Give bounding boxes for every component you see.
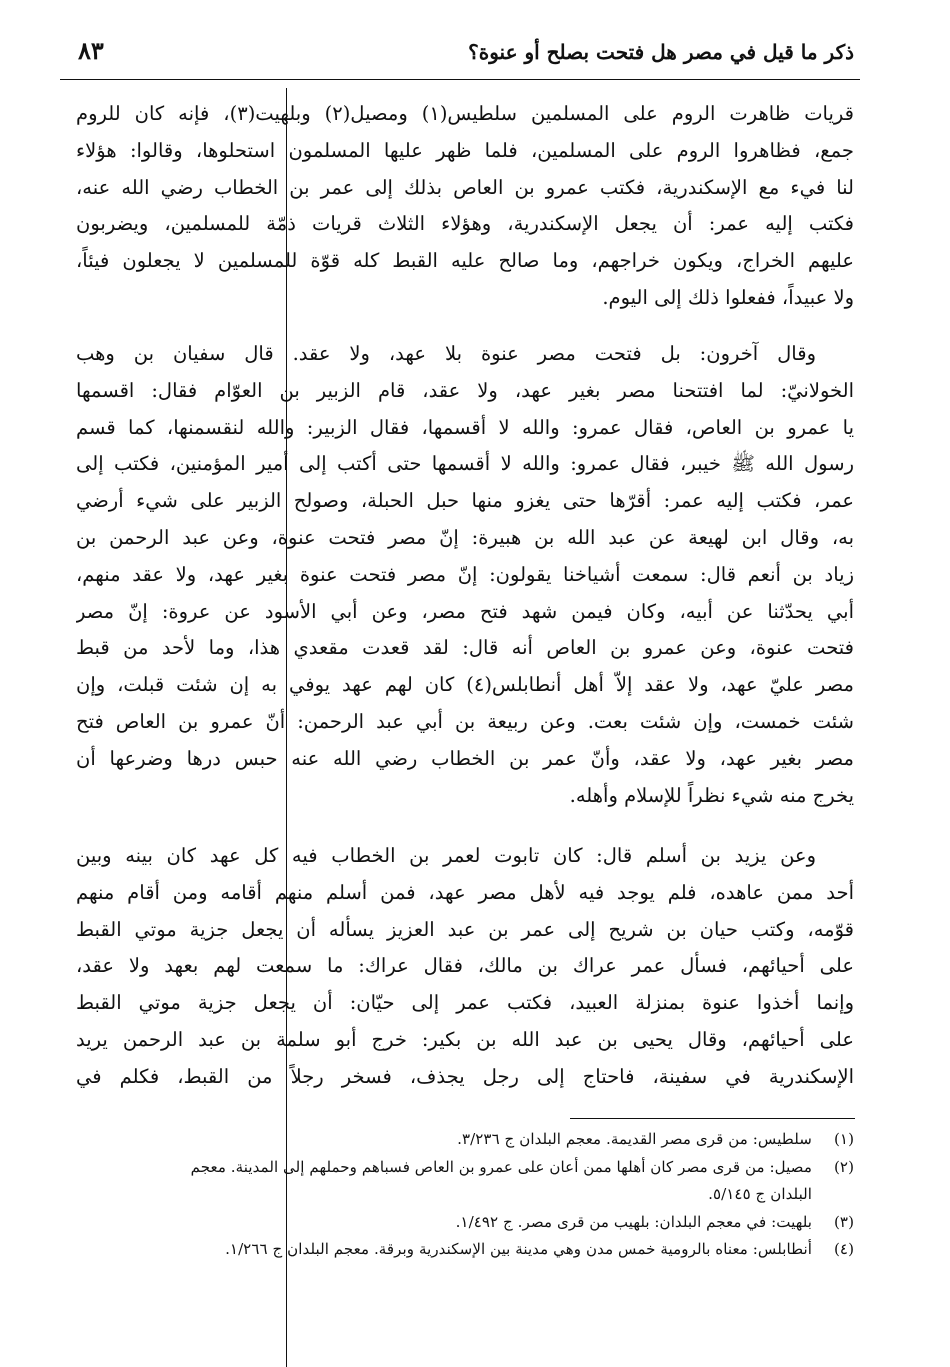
text-line: أحد ممن عاهده، فلم يوجد فيه لأهل مصر عهد، فمن أسلم منهم أقامه ومن أقام منهم	[76, 880, 854, 904]
footnote-3	[76, 1209, 854, 1237]
footnote-text: بلهيت: في معجم البلدان: بلهيب من قرى مصر. ج ١/٤٩٢.	[455, 1212, 812, 1231]
scan-vertical-line	[286, 88, 287, 1367]
text-line: الخولانيّ: لما افتتحنا مصر بغير عهد، ولا عقد، قام الزبير بن العوّام فقال: اقسمها	[76, 378, 854, 402]
text-line: قوّمه، وكتب حيان بن شريح إلى عمر بن عبد العزيز يسأله أن يجعل جزية موتي القبط	[76, 917, 854, 941]
text-line: لنا فيء مع الإسكندرية، فكتب عمرو بن العاص بذلك إلى عمر بن الخطاب رضي الله عنه،	[76, 175, 854, 199]
footnote-1	[76, 1126, 854, 1154]
text-line: فكتب إليه عمر: أن يجعل الإسكندرية، وهؤلاء الثلاث قريات ذمّة للمسلمين، ويضربون	[76, 212, 854, 236]
text-line: به، وقال ابن لهيعة عن عبد الله بن هبيرة: إنّ مصر فتحت عنوة، وعن عبد الرحمن بن	[76, 525, 854, 549]
footnote-2	[76, 1154, 854, 1182]
footnote-text: سلطيس: من قرى مصر القديمة. معجم البلدان ج ٣/٢٣٦.	[457, 1130, 812, 1148]
text-line: جمع، فظاهروا الروم على المسلمين، فلما ظهر عليها المسلمون استحلوها، وقالوا: هؤلاء	[76, 138, 854, 162]
text-line: قريات ظاهرت الروم على المسلمين سلطيس(١) ومصيل(٢) وبلهيت(٣)، فإنه كان للروم	[76, 102, 854, 125]
header-rule	[60, 79, 860, 80]
text-line: وإنما أخذوا عنوة بمنزلة العبيد، فكتب عمر إلى حيّان: أن يجعل جزية موتي القبط	[76, 991, 854, 1015]
text-line: يخرج منه شيء نظراً للإسلام وأهله.	[569, 783, 854, 807]
footnote-2-continued: البلدان ج ٥/١٤٥.	[708, 1185, 812, 1203]
footnote-rule	[570, 1118, 855, 1119]
footnote-number: (٣)	[833, 1212, 854, 1231]
text-line: مصر بغير عهد، ولا عقد، وأنّ عمر بن الخطاب رضي الله عنه حبس درها وضرعها أن	[76, 746, 854, 770]
text-line: شئت خمست، وإن شئت بعت. وعن ربيعة بن أبي عبد الرحمن: أنّ عمرو بن العاص فتح	[76, 709, 854, 733]
footnote-number: (٢)	[833, 1157, 854, 1176]
footnote-4	[76, 1236, 854, 1264]
text-line: عليهم الخراج، ويكون خراجهم، وما صالح عليه القبط كله قوّة للمسلمين لا يجعلون فيئاً،	[76, 249, 854, 273]
text-line: وقال آخرون: بل فتحت مصر عنوة بلا عهد، ولا عقد. قال سفيان بن وهب	[76, 342, 816, 365]
text-line: يا عمرو بن العاص، فقال عمرو: والله لا أقسمها، فقال الزبير: والله لنقسمنها، كما قسم	[76, 415, 854, 439]
running-title: ذكر ما قيل في مصر هل فتحت بصلح أو عنوة؟	[468, 40, 854, 64]
text-line: الإسكندرية في سفينة، فاحتاج إلى رجل يجذف، فسخر رجلاً من القبط، فكلم في	[76, 1064, 854, 1088]
text-line: زياد بن أنعم قال: سمعت أشياخنا يقولون: إنّ مصر فتحت عنوة بغير عهد، ولا عقد منهم،	[76, 562, 854, 586]
page-number: ٨٣	[78, 36, 104, 65]
footnote-text: مصيل: من قرى مصر كان أهلها ممن أعان على عمرو بن العاص فسباهم وحملهم إلى المدينة. معجم	[190, 1157, 812, 1176]
footnote-number: (٤)	[833, 1240, 854, 1258]
text-line: ولا عبيداً، ففعلوا ذلك إلى اليوم.	[602, 285, 854, 309]
paragraph-3	[76, 838, 854, 1096]
footnotes	[76, 1126, 854, 1264]
text-line: رسول الله ﷺ خيبر، فقال عمرو: والله لا أقسمها حتى أكتب إلى أمير المؤمنين، فكتب إلى	[76, 452, 854, 476]
text-line: على أحيائهم، فسأل عمر عراك بن مالك، فقال عراك: ما سمعت لهم بعهد ولا عقد،	[76, 954, 854, 978]
footnote-text: أنطابلس: معناه بالرومية خمس مدن وهي مدينة بين الإسكندرية وبرقة. معجم البلدان ج ١/٢٦٦.	[225, 1240, 812, 1258]
text-line: فتحت عنوة، وعن عمرو بن العاص أنه قال: لقد قعدت مقعدي هذا، وما لأحد من قبط	[76, 636, 854, 660]
text-line: مصر عليّ عهد، ولا عقد إلاّ أهل أنطابلس(٤) كان لهم عهد يوفي به إن شئت قبلت، وإن	[76, 673, 854, 697]
paragraph-1	[76, 96, 854, 317]
footnote-number: (١)	[833, 1130, 854, 1148]
text-line: أبي يحدّثنا عن أبيه، وكان فيمن شهد فتح مصر، وعن أبي الأسود عن عروة: إنّ مصر	[76, 599, 854, 623]
text-line: عمر، فكتب إليه عمر: أقرّها حتى يغزو منها حبل الحبلة، وصولح الزبير على شيء أرضي	[76, 489, 854, 513]
text-line: على أحيائهم، وقال يحيى بن عبد الله بن بكير: خرج أبو سلمة بن عبد الرحمن يريد	[76, 1027, 854, 1051]
paragraph-2	[76, 336, 854, 814]
text-line: وعن يزيد بن أسلم قال: كان تابوت لعمر بن الخطاب فيه كل عهد كان بينه وبين	[76, 844, 816, 867]
